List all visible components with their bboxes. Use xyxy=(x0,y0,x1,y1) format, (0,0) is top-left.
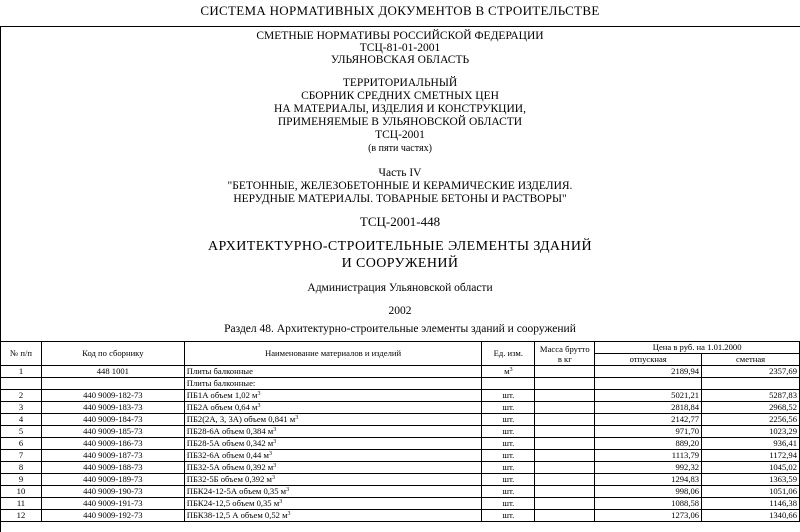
cell-estimate-price xyxy=(702,462,800,474)
cell-code-text: 440 9009-182-73 xyxy=(83,390,143,400)
superscript: 3 xyxy=(268,451,272,457)
table-row xyxy=(1,486,800,498)
cell-num-text: 2 xyxy=(18,390,24,400)
cell-num xyxy=(1,366,42,378)
cell-name-text: ПБК38-12,5 А объем 0,52 м xyxy=(186,510,288,520)
cell-name-text: ПБ28-6А объем 0,384 м xyxy=(186,426,274,436)
superscript: 3 xyxy=(257,403,261,409)
cell-estimate-price-text: 1340,66 xyxy=(769,510,797,520)
cell-code xyxy=(41,498,184,510)
cell-estimate-price xyxy=(702,510,800,522)
cell-unit xyxy=(482,486,535,498)
cell-code-text: 440 9009-191-73 xyxy=(83,498,143,508)
cell-code-text: 440 9009-192-73 xyxy=(83,510,143,520)
cell-code xyxy=(41,510,184,522)
cell-num xyxy=(1,486,42,498)
cell-release-price-text: 2189,94 xyxy=(671,366,700,376)
cell-mass xyxy=(535,378,595,390)
cell-code xyxy=(41,450,184,462)
cell-release-price-text: 1273,06 xyxy=(671,510,700,520)
cell-estimate-price xyxy=(702,390,800,402)
header-unit: Ед. изм. xyxy=(482,342,535,366)
cell-unit xyxy=(482,438,535,450)
cell-unit-text: шт. xyxy=(502,426,515,436)
cell-mass xyxy=(535,486,595,498)
cell-release-price xyxy=(595,414,702,426)
table-row xyxy=(1,426,800,438)
cell-num xyxy=(1,438,42,450)
cell-unit xyxy=(482,450,535,462)
cell-num-text: 6 xyxy=(18,438,24,448)
part-label: Часть IV xyxy=(378,167,422,179)
cell-unit-text: шт. xyxy=(502,474,515,484)
cell-estimate-price xyxy=(702,474,800,486)
cell-code-text: 440 9009-185-73 xyxy=(83,426,143,436)
superscript: 3 xyxy=(257,391,261,397)
cell-estimate-price xyxy=(702,486,800,498)
cell-estimate-price xyxy=(702,414,800,426)
cell-release-price xyxy=(595,378,702,390)
cell-mass xyxy=(535,366,595,378)
cell-code-text: 448 1001 xyxy=(96,366,129,376)
cell-name xyxy=(184,390,482,402)
cell-code xyxy=(41,366,184,378)
superscript: 3 xyxy=(273,463,277,469)
cell-num-text: 10 xyxy=(16,486,26,496)
cell-estimate-price xyxy=(702,366,800,378)
cell-name xyxy=(184,510,482,522)
cell-code-text: 440 9009-190-73 xyxy=(83,486,143,496)
superscript: 3 xyxy=(295,415,299,421)
cell-mass xyxy=(535,438,595,450)
header-line9: (в пяти частях) xyxy=(368,143,432,154)
cell-unit-text: шт. xyxy=(502,498,515,508)
cell-release-price xyxy=(595,498,702,510)
header-release-price: отпускная xyxy=(595,354,702,366)
cell-num-text: 5 xyxy=(18,426,24,436)
header-price: Цена в руб. на 1.01.2000 xyxy=(595,342,800,354)
cell-code xyxy=(41,474,184,486)
cell-name xyxy=(184,498,482,510)
section-title-line2: И СООРУЖЕНИЙ xyxy=(341,256,459,271)
cell-name-text: ПБ28-5А объем 0,342 м xyxy=(186,438,274,448)
cell-code xyxy=(41,462,184,474)
year: 2002 xyxy=(388,305,412,317)
cell-estimate-price-text: 1146,38 xyxy=(769,498,797,508)
cell-mass xyxy=(535,474,595,486)
cell-release-price xyxy=(595,390,702,402)
superscript: 3 xyxy=(271,475,275,481)
cell-unit-text: м xyxy=(504,366,510,376)
cell-unit xyxy=(482,366,535,378)
cell-code xyxy=(41,402,184,414)
table-row xyxy=(1,450,800,462)
cell-release-price-text: 1113,79 xyxy=(671,450,700,460)
cell-code-text: 440 9009-184-73 xyxy=(83,414,143,424)
table-row xyxy=(1,402,800,414)
cell-estimate-price xyxy=(702,402,800,414)
part-title-line1: "БЕТОННЫЕ, ЖЕЛЕЗОБЕТОННЫЕ И КЕРАМИЧЕСКИЕ ИЗДЕЛИЯ. xyxy=(227,180,573,192)
cell-name xyxy=(184,474,482,486)
cell-unit xyxy=(482,474,535,486)
cell-release-price xyxy=(595,510,702,522)
part-title-line2: НЕРУДНЫЕ МАТЕРИАЛЫ. ТОВАРНЫЕ БЕТОНЫ И РАСТВОРЫ" xyxy=(233,193,567,205)
cell-num-text: 3 xyxy=(18,402,24,412)
cell-code-text: 440 9009-183-73 xyxy=(83,402,143,412)
cell-name-text: ПБ32-5Б объем 0,392 м xyxy=(186,474,272,484)
cell-release-price-text: 2818,84 xyxy=(671,402,700,412)
cell-mass xyxy=(535,426,595,438)
cell-release-price xyxy=(595,402,702,414)
cell-estimate-price-text: 1363,59 xyxy=(769,474,797,484)
table-row xyxy=(1,378,800,390)
cell-num xyxy=(1,402,42,414)
superscript: 3 xyxy=(279,499,283,505)
cell-estimate-price xyxy=(702,378,800,390)
cell-estimate-price-text: 2256,56 xyxy=(769,414,797,424)
cell-release-price xyxy=(595,366,702,378)
cell-num-text: 11 xyxy=(16,498,26,508)
cell-estimate-price-text: 1023,29 xyxy=(769,426,797,436)
cell-name-text: ПБ32-6А объем 0,44 м xyxy=(186,450,269,460)
cell-release-price-text: 2142,77 xyxy=(671,414,700,424)
cell-release-price-text: 971,70 xyxy=(675,426,700,436)
superscript: 3 xyxy=(273,439,277,445)
table-row xyxy=(1,366,800,378)
cell-num-text: 7 xyxy=(18,450,24,460)
cell-unit xyxy=(482,510,535,522)
cell-name-text: ПБК24-12,5 объем 0,35 м xyxy=(186,498,280,508)
cell-code-text: 440 9009-186-73 xyxy=(83,438,143,448)
cell-name xyxy=(184,414,482,426)
header-line8: ТСЦ-2001 xyxy=(375,129,425,141)
header-mass: Масса брутто в кг xyxy=(535,342,595,366)
cell-name-text: ПБ1А объем 1,02 м xyxy=(186,390,258,400)
cell-estimate-price-text: 936,41 xyxy=(773,438,797,448)
cell-release-price xyxy=(595,450,702,462)
cell-unit-text: шт. xyxy=(502,402,515,412)
table-row xyxy=(1,510,800,522)
header-name: Наименование материалов и изделий xyxy=(184,342,482,366)
cell-num xyxy=(1,390,42,402)
cell-name xyxy=(184,486,482,498)
section-heading: Раздел 48. Архитектурно-строительные элементы зданий и сооружений xyxy=(224,323,576,335)
cell-unit-text: шт. xyxy=(502,450,515,460)
header-num: № п/п xyxy=(1,342,42,366)
cell-estimate-price xyxy=(702,438,800,450)
cell-num-text: 12 xyxy=(16,510,26,520)
table-body xyxy=(1,366,800,522)
cell-estimate-price xyxy=(702,498,800,510)
cell-estimate-price xyxy=(702,426,800,438)
cell-mass xyxy=(535,462,595,474)
document-code: ТСЦ-2001-448 xyxy=(359,214,441,229)
cell-unit xyxy=(482,462,535,474)
cell-unit xyxy=(482,378,535,390)
superscript: 3 xyxy=(273,427,277,433)
superscript: 3 xyxy=(287,511,291,517)
cell-release-price xyxy=(595,474,702,486)
table-row xyxy=(1,414,800,426)
cell-code-text: 440 9009-189-73 xyxy=(83,474,143,484)
cell-num xyxy=(1,426,42,438)
cell-unit xyxy=(482,414,535,426)
cell-unit-text: шт. xyxy=(502,462,515,472)
table-header-row xyxy=(1,342,800,354)
superscript: 3 xyxy=(286,487,290,493)
cell-code-text: 440 9009-187-73 xyxy=(83,450,143,460)
header-line2: ТСЦ-81-01-2001 xyxy=(359,42,441,54)
cell-num xyxy=(1,414,42,426)
table-row xyxy=(1,474,800,486)
cell-num xyxy=(1,510,42,522)
cell-name-text: ПБ2А объем 0,64 м xyxy=(186,402,258,412)
cell-name xyxy=(184,450,482,462)
cell-num-text: 1 xyxy=(18,366,24,376)
cell-name xyxy=(184,366,482,378)
cell-name xyxy=(184,438,482,450)
table-row xyxy=(1,390,800,402)
cell-release-price xyxy=(595,486,702,498)
cell-mass xyxy=(535,450,595,462)
cell-code xyxy=(41,438,184,450)
superscript: 3 xyxy=(509,367,513,373)
cell-unit-text: шт. xyxy=(502,438,515,448)
header-estimate-price: сметная xyxy=(702,354,800,366)
cell-release-price xyxy=(595,426,702,438)
cell-unit-text: шт. xyxy=(502,486,515,496)
cell-release-price-text: 1088,58 xyxy=(671,498,700,508)
cell-release-price xyxy=(595,462,702,474)
cell-name-text: ПБ32-5А объем 0,392 м xyxy=(186,462,274,472)
cell-release-price-text: 998,06 xyxy=(675,486,700,496)
cell-estimate-price xyxy=(702,450,800,462)
cell-num-text: 4 xyxy=(18,414,24,424)
cell-num-text: 9 xyxy=(18,474,24,484)
table-row xyxy=(1,438,800,450)
cell-name-text: Плиты балконные: xyxy=(186,378,256,388)
cell-release-price-text: 992,32 xyxy=(675,462,700,472)
header-code: Код по сборнику xyxy=(41,342,184,366)
cell-estimate-price-text: 1172,94 xyxy=(769,450,797,460)
cell-code xyxy=(41,426,184,438)
cell-code xyxy=(41,486,184,498)
cell-release-price xyxy=(595,438,702,450)
system-title: СИСТЕМА НОРМАТИВНЫХ ДОКУМЕНТОВ В СТРОИТЕЛЬСТВЕ xyxy=(200,3,600,18)
cell-estimate-price-text: 2968,52 xyxy=(769,402,797,412)
price-table xyxy=(0,341,800,522)
section-title-line1: АРХИТЕКТУРНО-СТРОИТЕЛЬНЫЕ ЭЛЕМЕНТЫ ЗДАНИЙ xyxy=(208,239,592,254)
cell-estimate-price-text: 5287,83 xyxy=(769,390,797,400)
administration: Администрация Ульяновской области xyxy=(307,282,493,294)
cell-unit-text: шт. xyxy=(502,414,515,424)
header-line4: ТЕРРИТОРИАЛЬНЫЙ xyxy=(342,77,458,89)
cell-mass xyxy=(535,498,595,510)
cell-code-text: 440 9009-188-73 xyxy=(83,462,143,472)
cell-name xyxy=(184,378,482,390)
cell-unit xyxy=(482,426,535,438)
cell-mass xyxy=(535,414,595,426)
cell-release-price-text: 889,20 xyxy=(675,438,700,448)
header-line1: СМЕТНЫЕ НОРМАТИВЫ РОССИЙСКОЙ ФЕДЕРАЦИИ xyxy=(256,30,544,42)
cell-unit-text: шт. xyxy=(502,390,515,400)
cell-unit xyxy=(482,390,535,402)
cell-unit xyxy=(482,402,535,414)
cell-estimate-price-text: 1051,06 xyxy=(769,486,797,496)
cell-release-price-text: 1294,83 xyxy=(671,474,700,484)
cell-release-price-text: 5021,21 xyxy=(671,390,700,400)
cell-name xyxy=(184,462,482,474)
cell-num xyxy=(1,378,42,390)
cell-unit xyxy=(482,498,535,510)
header-line3: УЛЬЯНОВСКАЯ ОБЛАСТЬ xyxy=(330,54,470,66)
header-line7: ПРИМЕНЯЕМЫЕ В УЛЬЯНОВСКОЙ ОБЛАСТИ xyxy=(277,116,523,128)
divider-top xyxy=(0,26,800,27)
cell-estimate-price-text: 2357,69 xyxy=(769,366,797,376)
cell-num xyxy=(1,462,42,474)
cell-num xyxy=(1,474,42,486)
table-row xyxy=(1,498,800,510)
cell-code xyxy=(41,378,184,390)
cell-estimate-price-text: 1045,02 xyxy=(769,462,797,472)
cell-mass xyxy=(535,510,595,522)
cell-mass xyxy=(535,390,595,402)
cell-name xyxy=(184,402,482,414)
cell-mass xyxy=(535,402,595,414)
cell-name-text: Плиты балконные xyxy=(186,366,253,376)
cell-name xyxy=(184,426,482,438)
cell-name-text: ПБК24-12-5А объем 0,35 м xyxy=(186,486,287,496)
cell-code xyxy=(41,414,184,426)
cell-name-text: ПБ2(2А, 3, 3А) объем 0,841 м xyxy=(186,414,296,424)
cell-unit-text: шт. xyxy=(502,510,515,520)
cell-code xyxy=(41,390,184,402)
cell-num-text: 8 xyxy=(18,462,24,472)
table-row xyxy=(1,462,800,474)
header-line6: НА МАТЕРИАЛЫ, ИЗДЕЛИЯ И КОНСТРУКЦИИ, xyxy=(274,103,526,115)
cell-num xyxy=(1,450,42,462)
header-line5: СБОРНИК СРЕДНИХ СМЕТНЫХ ЦЕН xyxy=(301,90,499,102)
cell-num xyxy=(1,498,42,510)
